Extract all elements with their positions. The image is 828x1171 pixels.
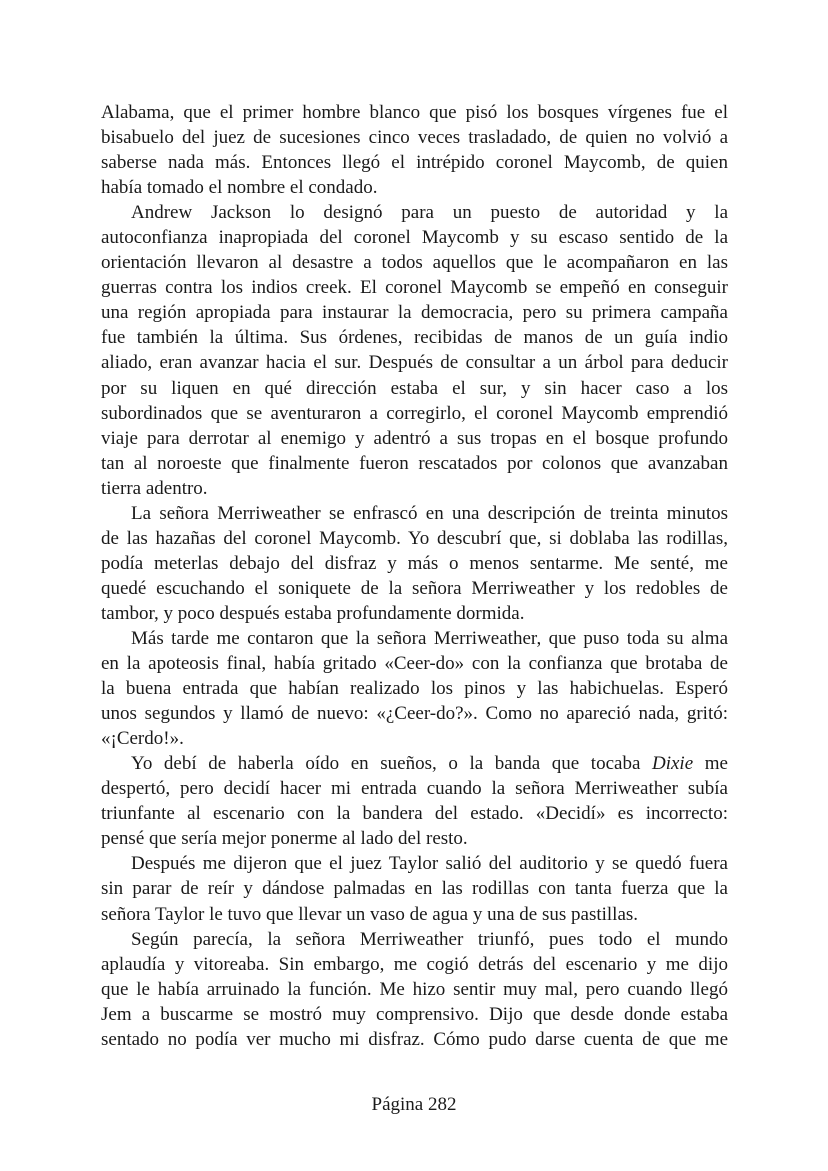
line-text: podía meterlas debajo del disfraz y más o menos sentarme. Me senté, me	[101, 552, 728, 574]
page-body-text	[101, 100, 728, 1052]
line-text: señora Taylor le tuvo que llevar un vaso de agua y una de sus pastillas.	[101, 903, 639, 925]
text-line	[101, 200, 728, 225]
text-line	[101, 401, 728, 426]
text-line	[101, 701, 728, 726]
line-text: quedé escuchando el soniquete de la señora Merriweather y los redobles de	[101, 577, 728, 599]
line-text: Andrew Jackson lo designó para un puesto de autoridad y la	[131, 202, 728, 224]
line-text: Más tarde me contaron que la señora Merriweather, que puso toda su alma	[131, 627, 728, 649]
paragraph	[101, 100, 728, 200]
line-text: Yo debí de haberla oído en sueños, o la banda que tocaba	[131, 753, 652, 775]
line-text: subordinados que se aventuraron a corregirlo, el coronel Maycomb emprendió	[101, 402, 728, 424]
text-line	[101, 801, 728, 826]
text-line	[101, 325, 728, 350]
text-line	[101, 175, 728, 200]
line-text: tambor, y poco después estaba profundamente dormida.	[101, 602, 525, 624]
line-text: tierra adentro.	[101, 477, 208, 499]
text-line	[101, 1002, 728, 1027]
line-text: en la apoteosis final, había gritado «Ceer-do» con la confianza que brotaba de	[101, 653, 728, 675]
text-line	[101, 426, 728, 451]
line-text: una región apropiada para instaurar la democracia, pero su primera campaña	[101, 302, 728, 324]
line-text: por su liquen en qué dirección estaba el sur, y sin hacer caso a los	[101, 377, 728, 399]
line-text: unos segundos y llamó de nuevo: «¿Ceer-do?». Como no apareció nada, gritó:	[101, 703, 728, 725]
text-line	[101, 977, 728, 1002]
text-line	[101, 1027, 728, 1052]
line-text: Alabama, que el primer hombre blanco que pisó los bosques vírgenes fue el	[101, 102, 728, 123]
text-line	[101, 952, 728, 977]
text-line	[101, 927, 728, 952]
text-line	[101, 225, 728, 250]
text-line	[101, 751, 728, 776]
line-text: La señora Merriweather se enfrascó en una descripción de treinta minutos	[131, 502, 728, 524]
text-line	[101, 601, 728, 626]
page-number: Página 282	[371, 1094, 457, 1115]
text-line	[101, 300, 728, 325]
paragraph	[101, 626, 728, 751]
paragraph	[101, 927, 728, 1052]
line-text: despertó, pero decidí hacer mi entrada cuando la señora Merriweather subía	[101, 778, 728, 800]
text-line	[101, 651, 728, 676]
text-line	[101, 776, 728, 801]
line-text: fue también la última. Sus órdenes, recibidas de manos de un guía indio	[101, 327, 728, 349]
text-line	[101, 851, 728, 876]
line-text: pensé que sería mejor ponerme al lado del resto.	[101, 828, 468, 850]
text-line	[101, 826, 728, 851]
text-line	[101, 876, 728, 901]
text-line	[101, 902, 728, 927]
line-text: guerras contra los indios creek. El coronel Maycomb se empeñó en conseguir	[101, 277, 728, 299]
paragraph	[101, 200, 728, 501]
paragraph	[101, 751, 728, 851]
line-text: aplaudía y vitoreaba. Sin embargo, me cogió detrás del escenario y me dijo	[101, 953, 728, 975]
line-text: triunfante al escenario con la bandera del estado. «Decidí» es incorrecto:	[101, 803, 728, 825]
text-line	[101, 526, 728, 551]
text-line	[101, 100, 728, 125]
line-text: sentado no podía ver mucho mi disfraz. Cómo pudo darse cuenta de que me	[101, 1028, 728, 1050]
text-line	[101, 726, 728, 751]
text-line	[101, 476, 728, 501]
line-text: orientación llevaron al desastre a todos aquellos que le acompañaron en las	[101, 252, 728, 274]
line-text: la buena entrada que habían realizado los pinos y las habichuelas. Esperó	[101, 678, 728, 700]
text-line	[101, 676, 728, 701]
text-line	[101, 451, 728, 476]
text-line	[101, 250, 728, 275]
text-line	[101, 501, 728, 526]
line-text: autoconfianza inapropiada del coronel Maycomb y su escaso sentido de la	[101, 227, 728, 249]
line-text: «¡Cerdo!».	[101, 728, 184, 750]
line-text: Después me dijeron que el juez Taylor salió del auditorio y se quedó fuera	[131, 853, 728, 875]
line-text: saberse nada más. Entonces llegó el intrépido coronel Maycomb, de quien	[101, 152, 728, 174]
line-text: había tomado el nombre el condado.	[101, 177, 378, 199]
line-text: aliado, eran avanzar hacia el sur. Después de consultar a un árbol para deducir	[101, 352, 728, 374]
text-line	[101, 150, 728, 175]
line-text: viaje para derrotar al enemigo y adentró a sus tropas en el bosque profundo	[101, 427, 728, 449]
line-text: tan al noroeste que finalmente fueron rescatados por colonos que avanzaban	[101, 452, 728, 474]
line-text: Según parecía, la señora Merriweather triunfó, pues todo el mundo	[131, 928, 728, 950]
line-text: sin parar de reír y dándose palmadas en las rodillas con tanta fuerza que la	[101, 878, 728, 900]
line-text: bisabuelo del juez de sucesiones cinco veces trasladado, de quien no volvió a	[101, 127, 728, 149]
line-text: me	[693, 753, 728, 775]
text-line	[101, 626, 728, 651]
italic-title: Dixie	[652, 753, 694, 775]
text-line	[101, 125, 728, 150]
line-text: que le había arruinado la función. Me hizo sentir muy mal, pero cuando llegó	[101, 978, 728, 1000]
text-line	[101, 576, 728, 601]
text-line	[101, 376, 728, 401]
text-line	[101, 551, 728, 576]
line-text: Jem a buscarme se mostró muy comprensivo. Dijo que desde donde estaba	[101, 1003, 728, 1025]
line-text: de las hazañas del coronel Maycomb. Yo descubrí que, si doblaba las rodillas,	[101, 527, 728, 549]
text-line	[101, 275, 728, 300]
text-line	[101, 350, 728, 375]
paragraph	[101, 851, 728, 926]
paragraph	[101, 501, 728, 626]
